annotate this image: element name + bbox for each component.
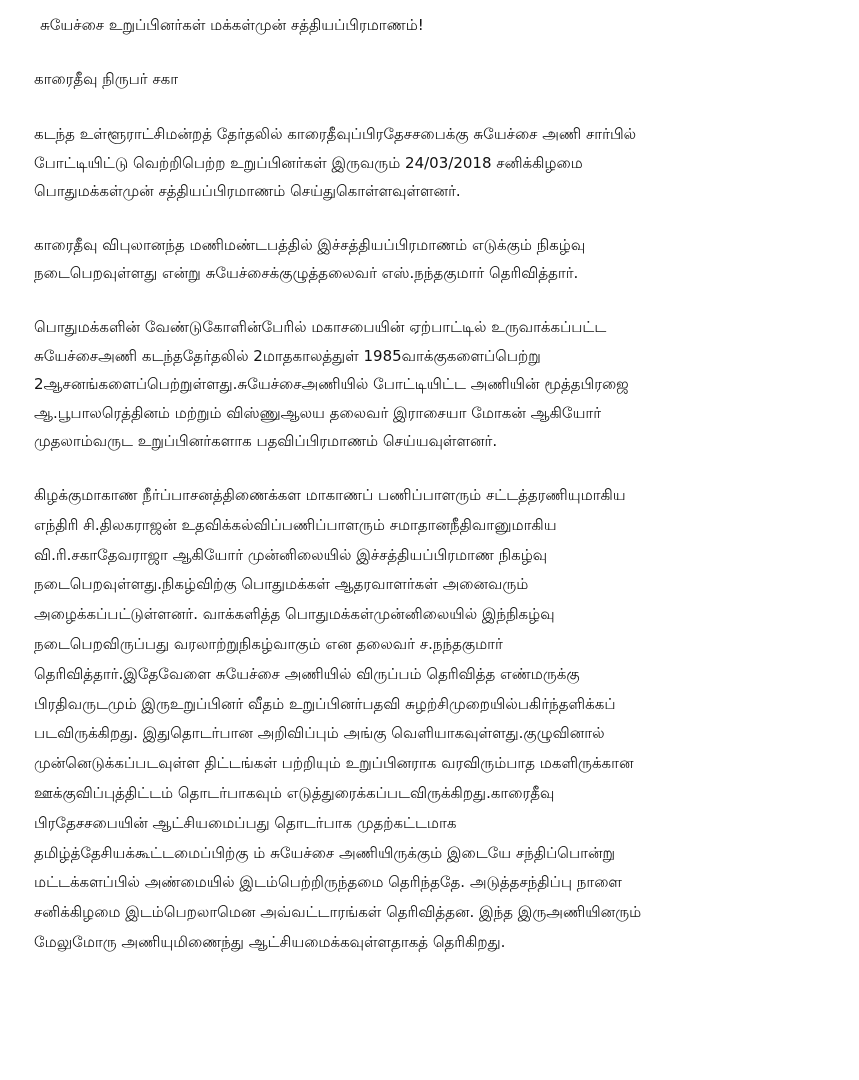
paragraph-line: சுயேச்சைஅணி கடந்ததேர்தலில் 2மாதகாலத்துள் 1985வாக்குகளைப்பெற்று xyxy=(34,346,541,365)
paragraph-line: காரைதீவு விபுலானந்த மணிமண்டபத்தில் இச்சத்தியப்பிரமாணம் எடுக்கும் நிகழ்வு xyxy=(34,235,586,254)
paragraph-line: கடந்த உள்ளூராட்சிமன்றத் தேர்தலில் காரைதீவுப்பிரதேசசபைக்கு சுயேச்சை அணி சார்பில் xyxy=(34,125,637,143)
paragraph-3 xyxy=(34,313,835,456)
paragraph-line: போட்டியிட்டு வெற்றிபெற்ற உறுப்பினர்கள் இருவரும் 24/03/2018 சனிக்கிழமை xyxy=(34,153,583,172)
article-byline: காரைதீவு நிருபர் சகா xyxy=(34,70,179,88)
paragraph-line: நடைபெறவிருப்பது வரலாற்றுநிகழ்வாகும் என தலைவர் ச.நந்தகுமார் xyxy=(34,634,503,653)
article-title: சுயேச்சை உறுப்பினர்கள் மக்கள்முன் சத்தியப்பிரமாணம்! xyxy=(40,16,424,34)
paragraph-line: கிழக்குமாகாண நீர்ப்பாசனத்திணைக்கள மாகாணப் பணிப்பாளரும் சட்டத்தரணியுமாகிய xyxy=(34,485,626,504)
paragraph-line: பிரதிவருடமும் இருஉறுப்பினர் வீதம் உறுப்பினர்பதவி சுழற்சிமுறையில்பகிர்ந்தளிக்கப் xyxy=(34,694,616,713)
paragraph-line: பொதுமக்களின் வேண்டுகோளின்பேரில் மகாசபையின் ஏற்பாட்டில் உருவாக்கப்பட்ட xyxy=(34,317,607,336)
paragraph-line: முதலாம்வருட உறுப்பினர்களாக பதவிப்பிரமாணம் செய்யவுள்ளனர். xyxy=(34,432,498,451)
paragraph-line: முன்னெடுக்கப்படவுள்ள திட்டங்கள் பற்றியும் உறுப்பினராக வரவிரும்பாத மகளிருக்கான xyxy=(34,754,634,773)
paragraph-line: அழைக்கப்பட்டுள்ளனர். வாக்களித்த பொதுமக்கள்முன்னிலையில் இந்நிகழ்வு xyxy=(34,605,555,624)
paragraph-line: பிரதேசசபையின் ஆட்சியமைப்பது தொடர்பாக முதற்கட்டமாக xyxy=(34,813,457,832)
paragraph-line: எந்திரி சி.திலகராஜன் உதவிக்கல்விப்பணிப்பாளரும் சமாதானநீதிவானுமாகிய xyxy=(34,515,557,534)
paragraph-1 xyxy=(34,120,835,206)
paragraph-line: பொதுமக்கள்முன் சத்தியப்பிரமாணம் செய்துகொள்ளவுள்ளனர். xyxy=(34,182,461,201)
paragraph-4 xyxy=(34,481,835,958)
paragraph-2 xyxy=(34,231,835,288)
paragraph-line: ஆ.பூபாலரெத்தினம் மற்றும் விஸ்ணுஆலய தலைவர் இராசையா மோகன் ஆகியோர் xyxy=(34,403,602,422)
paragraph-line: மேலுமோரு அணியுமிணைந்து ஆட்சியமைக்கவுள்ளதாகத் தெரிகிறது. xyxy=(34,932,506,951)
paragraph-line: 2ஆசனங்களைப்பெற்றுள்ளது.சுயேச்சைஅணியில் போட்டியிட்ட அணியின் மூத்தபிரஜை xyxy=(34,375,629,394)
paragraph-line: சனிக்கிழமை இடம்பெறலாமென அவ்வட்டாரங்கள் தெரிவித்தன. இந்த இருஅணியினரும் xyxy=(34,903,642,922)
paragraph-line: வி.ரி.சகாதேவராஜா ஆகியோர் முன்னிலையில் இச்சத்தியப்பிரமாண நிகழ்வு xyxy=(34,545,548,564)
paragraph-line: ஊக்குவிப்புத்திட்டம் தொடர்பாகவும் எடுத்துரைக்கப்படவிருக்கிறது.காரைதீவு xyxy=(34,783,555,802)
paragraph-line: நடைபெறவுள்ளது.நிகழ்விற்கு பொதுமக்கள் ஆதரவாளர்கள் அனைவரும் xyxy=(34,575,529,594)
paragraph-line: படவிருக்கிறது. இதுதொடர்பான அறிவிப்பும் அங்கு வெளியாகவுள்ளது.குழுவினால் xyxy=(34,724,605,743)
paragraph-line: மட்டக்களப்பில் அண்மையில் இடம்பெற்றிருந்தமை தெரிந்ததே. அடுத்தசந்திப்பு நாளை xyxy=(34,873,622,892)
paragraph-line: நடைபெறவுள்ளது என்று சுயேச்சைக்குழுத்தலைவர் எஸ்.நந்தகுமார் தெரிவித்தார். xyxy=(34,264,579,283)
paragraph-line: தமிழ்த்தேசியக்கூட்டமைப்பிற்கு ம் சுயேச்சை அணியிருக்கும் இடையே சந்திப்பொன்று xyxy=(34,843,616,862)
paragraph-line: தெரிவித்தார்.இதேவேளை சுயேச்சை அணியில் விருப்பம் தெரிவித்த எண்மருக்கு xyxy=(34,664,580,683)
